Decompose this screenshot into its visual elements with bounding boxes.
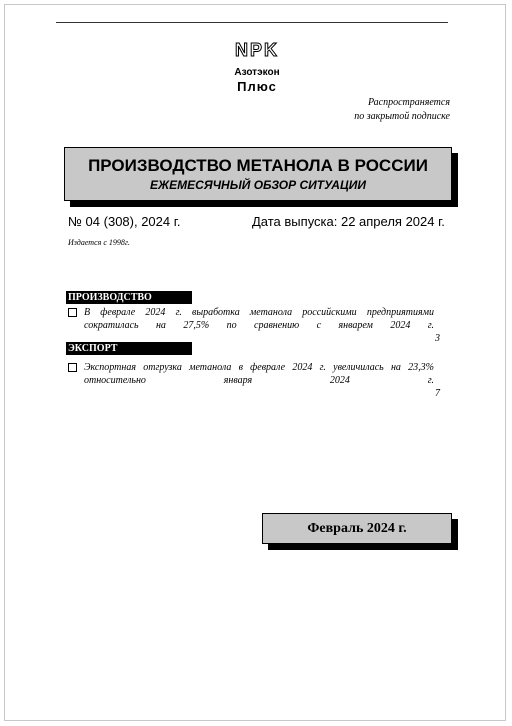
toc-item-text: Экспортная отгрузка метанола в феврале 2024 г. увеличилась на 23,3% относительно января 2024 г. xyxy=(84,362,434,386)
document-title: ПРОИЗВОДСТВО МЕТАНОЛА В РОССИИ xyxy=(88,156,428,175)
toc-page-number: 3 xyxy=(435,333,440,344)
toc-item-text: В феврале 2024 г. выработка метанола российскими предприятиями сократилась на 27,5% по сравнению с январем 2024 г. xyxy=(84,307,434,331)
published-since: Издается с 1998г. xyxy=(68,238,130,247)
top-rule xyxy=(56,22,448,23)
logo-line-3: Плюс xyxy=(237,79,277,94)
title-box xyxy=(64,147,452,201)
issue-date: Дата выпуска: 22 апреля 2024 г. xyxy=(252,214,445,229)
logo-line-2: Азотэкон xyxy=(234,67,280,78)
toc-page-number: 7 xyxy=(435,388,440,399)
toc-item-export[interactable] xyxy=(68,361,450,400)
checkbox-bullet-icon xyxy=(68,308,77,317)
toc-item-production[interactable] xyxy=(68,306,450,345)
section-header-export: ЭКСПОРТ xyxy=(66,342,192,355)
issue-number: № 04 (308), 2024 г. xyxy=(68,214,181,229)
distribution-line-1: Распространяется xyxy=(367,97,450,108)
distribution-note xyxy=(300,96,450,124)
section-header-production: ПРОИЗВОДСТВО xyxy=(66,291,192,304)
logo-line-1: NPK xyxy=(234,40,279,60)
document-subtitle: ЕЖЕМЕСЯЧНЫЙ ОБЗОР СИТУАЦИИ xyxy=(150,178,366,192)
checkbox-bullet-icon xyxy=(68,363,77,372)
distribution-line-2: по закрытой подписке xyxy=(354,111,450,122)
company-logo xyxy=(212,40,302,94)
period-box: Февраль 2024 г. xyxy=(262,513,452,544)
